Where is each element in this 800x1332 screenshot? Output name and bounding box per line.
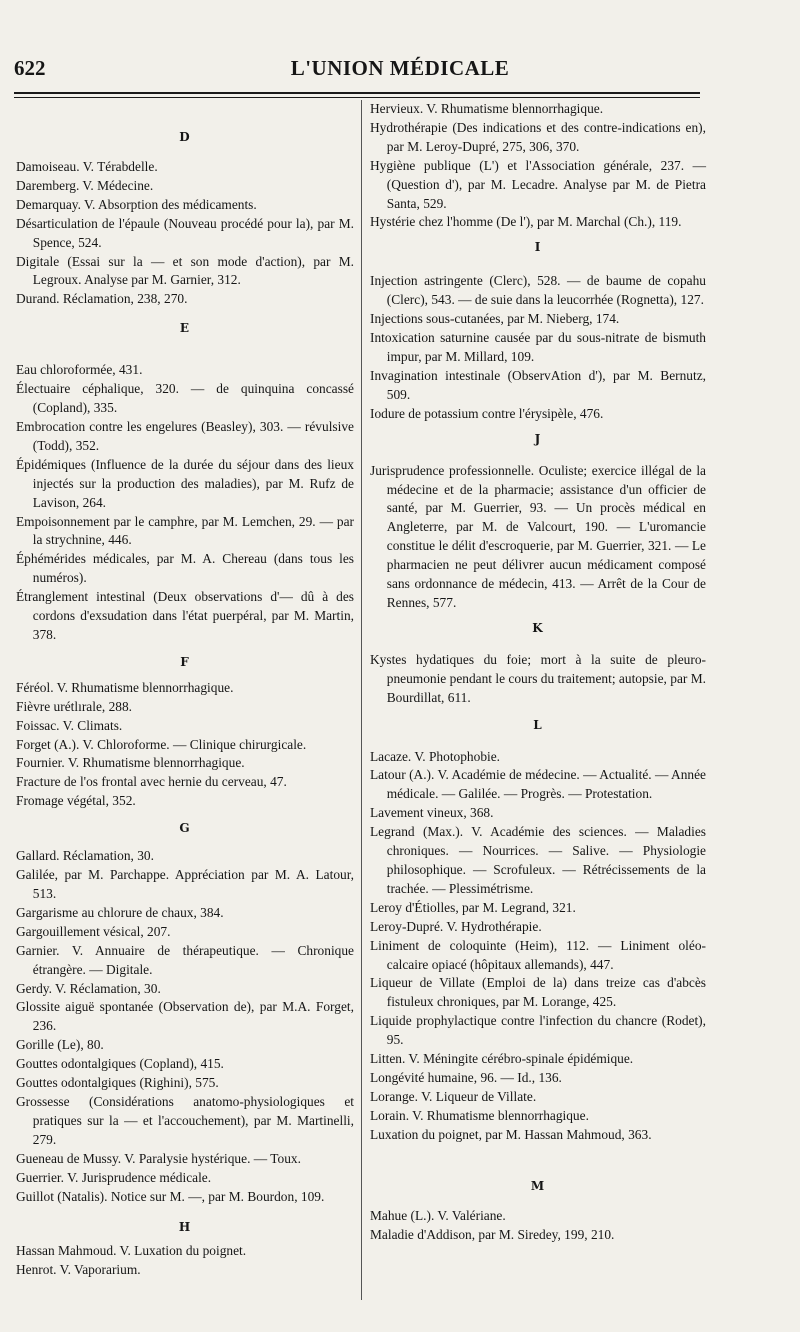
- index-entry: Jurisprudence professionnelle. Oculiste; exercice illégal de la médecine et de la pharmacie; assistance d'un officier de santé, par M. Guerrier, 93. — Un procès médical en Angleterre, par M. de Valcourt, 190. — L'uromancie constitue le délit d'escroquerie, par M. Guerrier, 321. — Le pharmacien ne peut délivrer aucun médicament composé sans ordonnance de médecin, 413. — Arrêt de la Cour de Rennes, 577.: [370, 462, 706, 610]
- index-column-right: [370, 100, 706, 1244]
- index-entry: Fièvre urétlırale, 288.: [16, 698, 133, 714]
- index-entry: Foissac. V. Climats.: [16, 717, 123, 733]
- index-entry: Leroy-Dupré. V. Hydrothérapie.: [370, 918, 542, 934]
- section-letter-e: E: [179, 321, 191, 336]
- index-entry: Lacaze. V. Photophobie.: [370, 748, 501, 764]
- index-entry: Hygiène publique (L') et l'Association générale, 237. — (Question d'), par M. Lecadre. Analyse par M. de Pietra Santa, 529.: [370, 157, 706, 211]
- index-column-left: [16, 100, 354, 1280]
- index-entry: Gargarisme au chlorure de chaux, 384.: [16, 904, 224, 920]
- index-entry: Hervieux. V. Rhumatisme blennorrhagique.: [370, 101, 604, 116]
- index-entry: Guerrier. V. Jurisprudence médicale.: [16, 1169, 212, 1185]
- index-entry: Lorain. V. Rhumatisme blennorrhagique.: [370, 1107, 589, 1123]
- index-entry: Lorange. V. Liqueur de Villate.: [370, 1088, 537, 1104]
- index-entry: Daremberg. V. Médecine.: [16, 177, 154, 193]
- index-entry: Gargouillement vésical, 207.: [16, 923, 171, 939]
- index-entry: Intoxication saturnine causée par du sous-nitrate de bismuth impur, par M. Millard, 109.: [370, 330, 706, 364]
- index-entry: Digitale (Essai sur la — et son mode d'action), par M. Legroux. Analyse par M. Garnier, 312.: [16, 253, 354, 288]
- index-entry: Épidémiques (Influence de la durée du séjour dans des lieux injectés sur la production des maladies), par M. Rufz de Lavison, 264.: [16, 456, 354, 510]
- index-entry: Eau chloroformée, 431.: [16, 362, 143, 378]
- section-letter-l: L: [533, 717, 543, 732]
- index-entry: Hystérie chez l'homme (De l'), par M. Marchal (Ch.), 119.: [370, 214, 682, 230]
- index-entry: Gouttes odontalgiques (Righini), 575.: [16, 1075, 219, 1091]
- index-entry: Électuaire céphalique, 320. — de quinquina concassé (Copland), 335.: [16, 381, 354, 416]
- index-entry: Kystes hydatiques du foie; mort à la suite de pleuro-pneumonie pendant le cours du traitement; autopsie, par M. Bourdillat, 611.: [370, 651, 706, 705]
- index-entry: Latour (A.). V. Académie de médecine. — Actualité. — Année médicale. — Galilée. — Progrès. — Protestation.: [370, 767, 706, 802]
- section-letter-d: D: [179, 130, 191, 144]
- index-entry: Garnier. V. Annuaire de thérapeutique. — Chronique étrangère. — Digitale.: [16, 942, 354, 977]
- index-entry: Damoiseau. V. Térabdelle.: [16, 159, 158, 174]
- index-entry: Longévité humaine, 96. — Id., 136.: [370, 1069, 562, 1085]
- section-letter-k: K: [532, 620, 544, 635]
- journal-title: L'UNION MÉDICALE: [290, 56, 510, 80]
- index-entry: Étranglement intestinal (Deux observations d'— dû à des cordons d'exsudation dans l'état puerpéral, par M. Martin, 378.: [16, 589, 354, 642]
- index-entry: Henrot. V. Vaporarium.: [16, 1262, 141, 1278]
- index-entry: Gouttes odontalgiques (Copland), 415.: [16, 1056, 224, 1072]
- index-entry: Forget (A.). V. Chloroforme. — Clinique chirurgicale.: [16, 736, 307, 752]
- index-entry: Glossite aiguë spontanée (Observation de), par M.A. Forget, 236.: [16, 999, 354, 1034]
- index-entry: Liniment de coloquinte (Heim), 112. — Liniment oléo-calcaire opiacé (hôpitaux allemands), 447.: [370, 937, 706, 972]
- index-entry: Mahue (L.). V. Valériane.: [370, 1207, 506, 1223]
- column-divider: [361, 100, 362, 1300]
- index-entry: Fromage végétal, 352.: [16, 793, 136, 809]
- index-entry: Hassan Mahmoud. V. Luxation du poignet.: [16, 1243, 247, 1259]
- section-letter-h: H: [178, 1220, 192, 1235]
- index-entry: Legrand (Max.). V. Académie des sciences. — Maladies chroniques. — Nourrices. — Salive. — Physiologie philosophique. — Scrofuleux. — Rétrécissements de la trachée. — Plessimétrisme.: [370, 824, 706, 896]
- index-entry: Gorille (Le), 80.: [16, 1037, 104, 1053]
- section-letter-m: M: [530, 1178, 546, 1193]
- index-entry: Galilée, par M. Parchappe. Appréciation par M. A. Latour, 513.: [16, 867, 354, 901]
- section-letter-f: F: [180, 654, 190, 669]
- index-entry: Éphémérides médicales, par M. A. Chereau (dans tous les numéros).: [16, 551, 354, 586]
- index-entry: Durand. Réclamation, 238, 270.: [16, 291, 188, 307]
- index-entry: Liquide prophylactique contre l'infection du chancre (Rodet), 95.: [370, 1013, 706, 1048]
- section-letter-j: J: [534, 431, 542, 446]
- index-entry: Guillot (Natalis). Notice sur M. —, par M. Bourdon, 109.: [16, 1188, 325, 1204]
- index-entry: Leroy d'Étiolles, par M. Legrand, 321.: [370, 899, 576, 915]
- index-entry: Invagination intestinale (ObservAtion d'), par M. Bernutz, 509.: [370, 367, 706, 402]
- index-entry: Gallard. Réclamation, 30.: [16, 848, 154, 864]
- index-entry: Empoisonnement par le camphre, par M. Lemchen, 29. — par la strychnine, 446.: [16, 513, 354, 548]
- index-entry: Lavement vineux, 368.: [370, 805, 494, 821]
- section-letter-i: I: [534, 240, 542, 255]
- index-entry: Maladie d'Addison, par M. Siredey, 199, 210.: [370, 1226, 615, 1242]
- header-rule-thin: [14, 97, 700, 98]
- index-entry: Liqueur de Villate (Emploi de la) dans treize cas d'abcès fistuleux chroniques, par M. Lorange, 425.: [370, 975, 706, 1010]
- index-entry: Fracture de l'os frontal avec hernie du cerveau, 47.: [16, 774, 287, 790]
- index-entry: Injection astringente (Clerc), 528. — de baume de copahu (Clerc), 543. — de suie dans la leucorrhée (Rognetta), 127.: [370, 273, 706, 308]
- index-entry: Litten. V. Méningite cérébro-spinale épidémique.: [370, 1051, 634, 1067]
- index-entry: Désarticulation de l'épaule (Nouveau procédé pour la), par M. Spence, 524.: [16, 215, 354, 250]
- header-rule: [14, 92, 700, 94]
- index-entry: Demarquay. V. Absorption des médicaments.: [16, 196, 257, 212]
- index-entry: Embrocation contre les engelures (Beasley), 303. — révulsive (Todd), 352.: [16, 418, 354, 453]
- index-entry: Grossesse (Considérations anatomo-physiologiques et pratiques sur la — et l'accouchement), par M. Martinelli, 279.: [16, 1093, 354, 1147]
- index-entry: Hydrothérapie (Des indications et des contre-indications en), par M. Leroy-Dupré, 275, 306, 370.: [370, 119, 706, 154]
- index-entry: Gueneau de Mussy. V. Paralysie hystérique. — Toux.: [16, 1150, 301, 1166]
- page-number: 622: [14, 56, 46, 80]
- index-entry: Fournier. V. Rhumatisme blennorrhagique.: [16, 755, 245, 771]
- page-header: [0, 0, 800, 104]
- index-entry: Luxation du poignet, par M. Hassan Mahmoud, 363.: [370, 1126, 652, 1142]
- index-entry: Iodure de potassium contre l'érysipèle, 476.: [370, 405, 604, 421]
- index-entry: Injections sous-cutanées, par M. Nieberg, 174.: [370, 311, 620, 327]
- section-letter-g: G: [179, 821, 191, 836]
- index-entry: Féréol. V. Rhumatisme blennorrhagique.: [16, 679, 234, 695]
- index-entry: Gerdy. V. Réclamation, 30.: [16, 980, 161, 996]
